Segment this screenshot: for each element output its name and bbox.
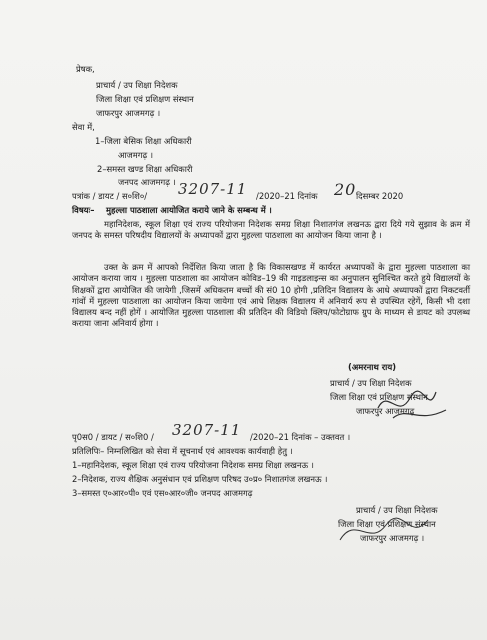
reference-prefix: पत्रांक / डायट / स०शि०/ xyxy=(72,191,148,201)
recipients-label: सेवा में, xyxy=(72,122,95,132)
recipient-1-line-2: आजमगढ़ । xyxy=(118,150,154,160)
recipient-2-line-2: जनपद आजमगढ़ । xyxy=(118,177,176,187)
reference-year-date-label: /2020–21 दिनांक xyxy=(256,191,318,201)
recipient-1-line-1: 1–जिला बेसिक शिक्षा अधिकारी xyxy=(95,136,192,146)
signature-2-line-3: जाफरपुर आजमगढ़ । xyxy=(360,533,425,543)
sender-line-1: प्राचार्य / उप शिक्षा निदेशक xyxy=(96,80,178,90)
reference-number-handwritten: 3207-11 xyxy=(178,180,248,198)
copies-intro: प्रतिलिपिः– निम्नलिखित को सेवा में सूचनार्थ एवं आवश्यक कार्यवाही हेतु । xyxy=(72,446,293,456)
sender-line-2: जिला शिक्षा एवं प्रशिक्षण संस्थान xyxy=(96,94,194,104)
signature-1-line-3: जाफरपुर आजमगढ़ xyxy=(356,406,415,416)
body-paragraph-1: महानिदेशक, स्कूल शिक्षा एवं राज्य परियोजना निदेशक समग्र शिक्षा निशातगंज लखनऊ द्वारा दिये गये सुझाव के क्रम में जनपद के समस्त परिषदीय विद्यालयों के अध्यापकों द्वारा मुहल्ला पाठशाला का आयोजन किया जाना है । xyxy=(72,219,470,241)
copy-item-2: 2–निदेशक, राज्य शैक्षिक अनुसंधान एवं प्रशिक्षण परिषद उ०प्र० निशातगंज लखनऊ । xyxy=(72,474,328,484)
reference-month-year: दिसम्बर 2020 xyxy=(356,191,404,201)
signature-2-line-1: प्राचार्य / उप शिक्षा निदेशक xyxy=(356,505,438,515)
signature-1-line-2: जिला शिक्षा एवं प्रशिक्षण संस्थान xyxy=(330,392,428,402)
body-paragraph-2: उक्त के क्रम में आपको निर्देशित किया जाता है कि विकासखण्ड में कार्यरत अध्यापकों के द्वारा मुहल्ला पाठशाला का आयोजन कराया जाय । मुहल्ला पाठशाला का आयोजन कोविड–19 की गाइडलाइन्स का अनुपालन सुनिश्चित करते हुये विद्यालयों के शिक्षकों द्वारा आयोजित की जायेगी ,जिसमें अधिकतम बच्चों की सं0 10 होगी ,प्रतिदिन विद्यालय के आधे अध्यापकों द्वारा निकटवर्ती गांवों में मुहल्ला पाठशाला का आयोजन किया जायेगा एवं आधे शिक्षक विद्यालय में अनिवार्य रूप से उपस्थित रहेगें, किसी भी दशा विद्यालय बन्द नहीं होगें । आयोजित मुहल्ला पाठशाला की प्रतिदिन की विडियो क्लिप/फोटोग्राफ ग्रुप के माध्यम से डायट को उपलब्ध कराया जाना अनिवार्य होगा । xyxy=(72,262,470,329)
sender-line-3: जाफरपुर आजमगढ़ । xyxy=(96,108,161,118)
copy-reference-suffix: /2020–21 दिनांक – उक्तवत । xyxy=(250,432,351,442)
copy-reference-number-handwritten: 3207-11 xyxy=(172,421,242,439)
copy-item-3: 3–समस्त ए०आर०पी० एवं एस०आर०जी० जनपद आजमगढ़ xyxy=(72,488,253,498)
subject-label: विषयः– xyxy=(72,205,95,215)
reference-date-handwritten: 20 xyxy=(334,180,357,199)
sender-label: प्रेषक, xyxy=(76,64,95,74)
subject-text: मुहल्ला पाठशाला आयोजित कराये जाने के सम्बन्ध में । xyxy=(106,205,272,215)
signature-1-name: (अमरनाथ राय) xyxy=(348,362,397,372)
signature-1-line-1: प्राचार्य / उप शिक्षा निदेशक xyxy=(330,378,412,388)
recipient-2-line-1: 2–समस्त खण्ड शिक्षा अधिकारी xyxy=(97,164,193,174)
signature-2-line-2: जिला शिक्षा एवं प्रशिक्षण संस्थान xyxy=(338,519,436,529)
copy-item-1: 1–महानिदेशक, स्कूल शिक्षा एवं राज्य परियोजना निदेशक समग्र शिक्षा लखनऊ । xyxy=(72,460,314,470)
copy-reference-prefix: पृ0स0 / डायट / स०शि0 / xyxy=(72,432,154,442)
